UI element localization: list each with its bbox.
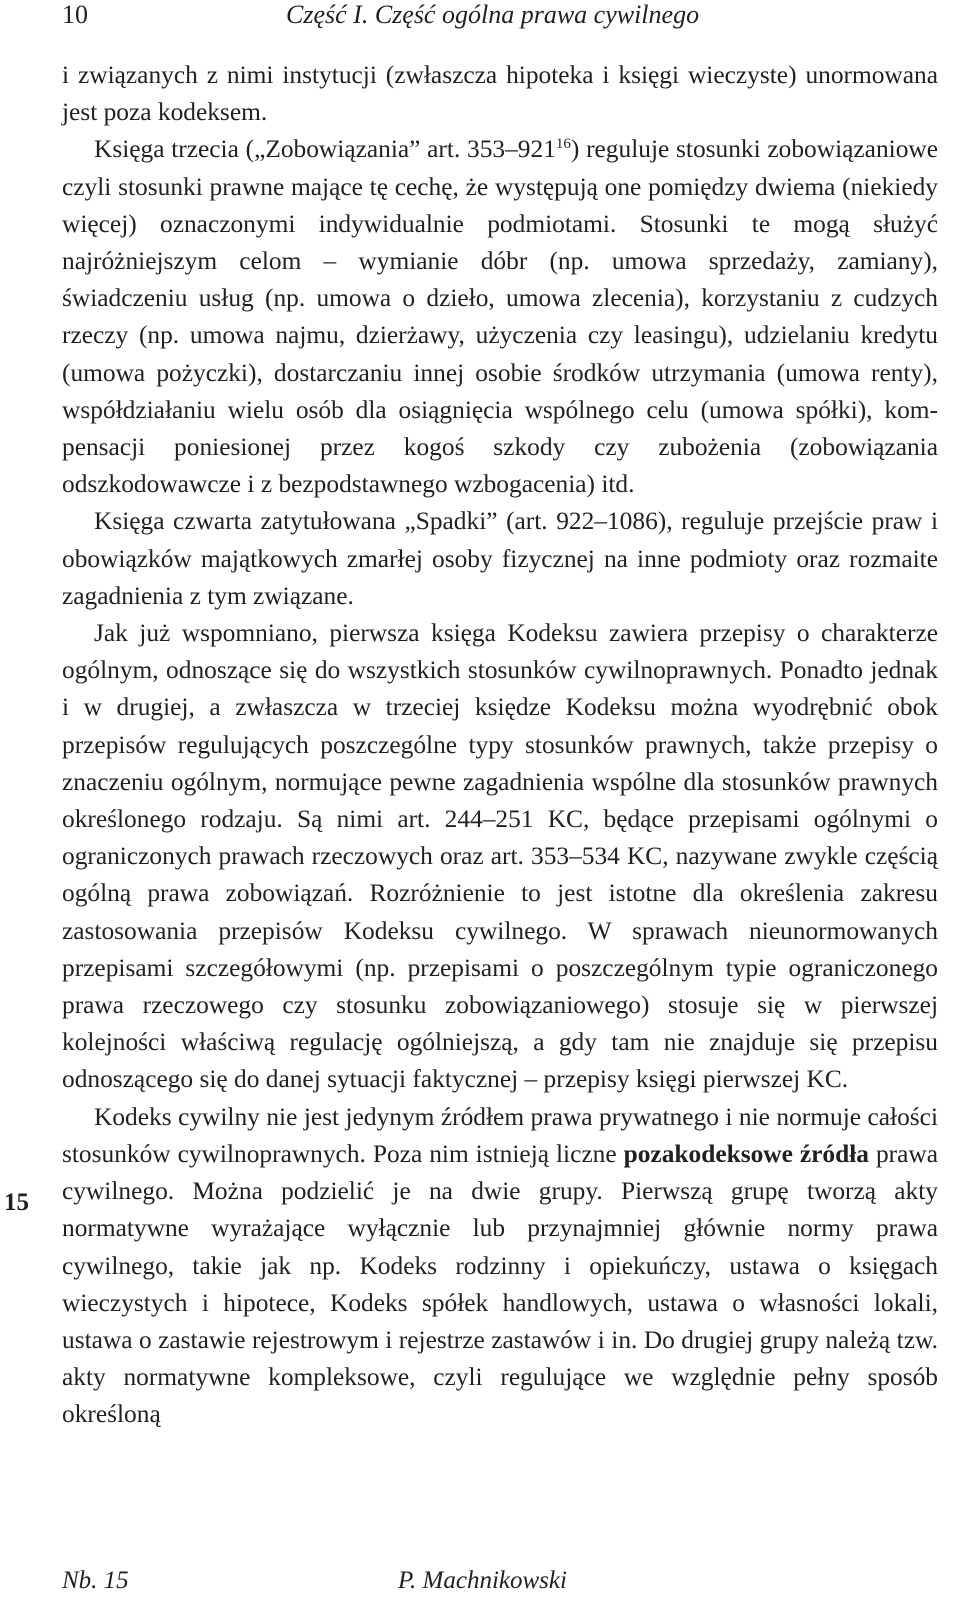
- paragraph-1: i związanych z nimi instytucji (zwłaszcza hipoteka i księgi wieczyste) unormowana jest poza kodeksem.: [62, 61, 938, 127]
- page-number: 10: [62, 0, 88, 29]
- paragraph-2-start: Księga trzecia („Zobowiązania” art. 353–921: [94, 135, 556, 164]
- margin-number: 15: [4, 1189, 29, 1216]
- footer-author: P. Machnikowski: [398, 1567, 567, 1594]
- paragraph-5: [62, 1099, 938, 1434]
- section-title: Część I. Część ogólna prawa cywilnego: [286, 0, 700, 29]
- paragraph-5-rest: prawa cywilnego. Można podzielić je na dwie grupy. Pierwszą grupę tworzą akty normatywne wyrażające wyłącznie lub przynajmniej głównie normy prawa cywilnego, takie jak np. Kodeks rodzinny i opiekuńczy, ustawa o księgach wieczystych i hipotece, Kodeks spółek handlowych, ustawa o własności lokali, ustawa o zastawie rejestrowym i rejestrze zastawów i in. Do drugiej grupy należą tzw. akty normatywne kompleksowe, czyli regulujące we względnie pełny sposób określoną: [62, 1139, 939, 1429]
- page-footer: [62, 1566, 942, 1600]
- paragraph-2-rest: ) reguluje stosunki zobowiązaniowe czyli stosunki prawne mające tę cechę, że występują one pomiędzy dwiema (niekiedy więcej) oznaczonymi indywidualnie podmiotami. Stosunki te mogą służyć najróżniejszym celom – wymianie dóbr (np. umowa sprzedaży, zamiany), świadczeniu usług (np. umowa o dzieło, umowa zlecenia), korzystaniu z cudzych rzeczy (np. umowa najmu, dzierżawy, użyczenia czy leasingu), udzielaniu kredytu (umowa pożyczki), dostarczaniu innej osobie środków utrzymania (umowa renty), współdziałaniu wielu osób dla osiągnięcia wspólnego celu (umowa spółki), kompensacji poniesionej przez kogoś szkody czy zubożenia (zobowiązania odszkodowawcze i z bezpodstawnego wzbogacenia) itd.: [62, 135, 938, 499]
- paragraph-5-start: Kodeks cywilny nie jest jedynym źródłem prawa prywatnego i nie normuje całości stosunków cywilnoprawnych. Poza nim istnieją liczne: [62, 1102, 938, 1168]
- article-superscript: 16: [555, 136, 571, 153]
- running-head: [62, 0, 942, 34]
- footer-marginal-number: Nb. 15: [62, 1567, 129, 1594]
- bold-term: pozakodeksowe źródła: [623, 1139, 869, 1168]
- paragraph-2: [62, 131, 938, 503]
- body-text: [62, 57, 938, 1434]
- paragraph-4: Jak już wspomniano, pierwsza księga Kodeksu zawiera przepisy o charakterze ogólnym, odnoszące się do wszystkich stosunków cywilnoprawnych. Ponadto jednak i w drugiej, a zwłaszcza w trzeciej księdze Kodeksu można wyodrębnić obok przepisów regulujących poszczególne typy stosunków prawnych, także przepisy o znaczeniu ogólnym, normujące pewne zagadnienia wspólne dla stosunków prawnych określonego rodzaju. Są nimi art. 244–251 KC, będące przepisami ogólnymi o ograniczonych prawach rzeczowych oraz art. 353–534 KC, nazywane zwykle częścią ogólną prawa zobowiązań. Rozróżnienie to jest istotne dla określenia zakresu zastosowania przepisów Kodeksu cywilnego. W sprawach nieunormowanych przepisami szczegółowymi (np. przepisami o poszczególnym typie ograniczonego prawa rzeczowego czy stosunku zobowiązaniowego) stosuje się w pierwszej kolejności właściwą regulację ogólniejszą, a gdy tam nie znajduje się przepisu odnoszącego się do danej sytuacji faktycznej – przepisy księgi pierwszej KC.: [62, 619, 938, 1094]
- paragraph-3: Księga czwarta zatytułowana „Spadki” (art. 922–1086), reguluje przejście praw i obowiązków majątkowych zmarłej osoby fizycznej na inne podmioty oraz rozmaite zagadnienia z tym związane.: [62, 507, 938, 610]
